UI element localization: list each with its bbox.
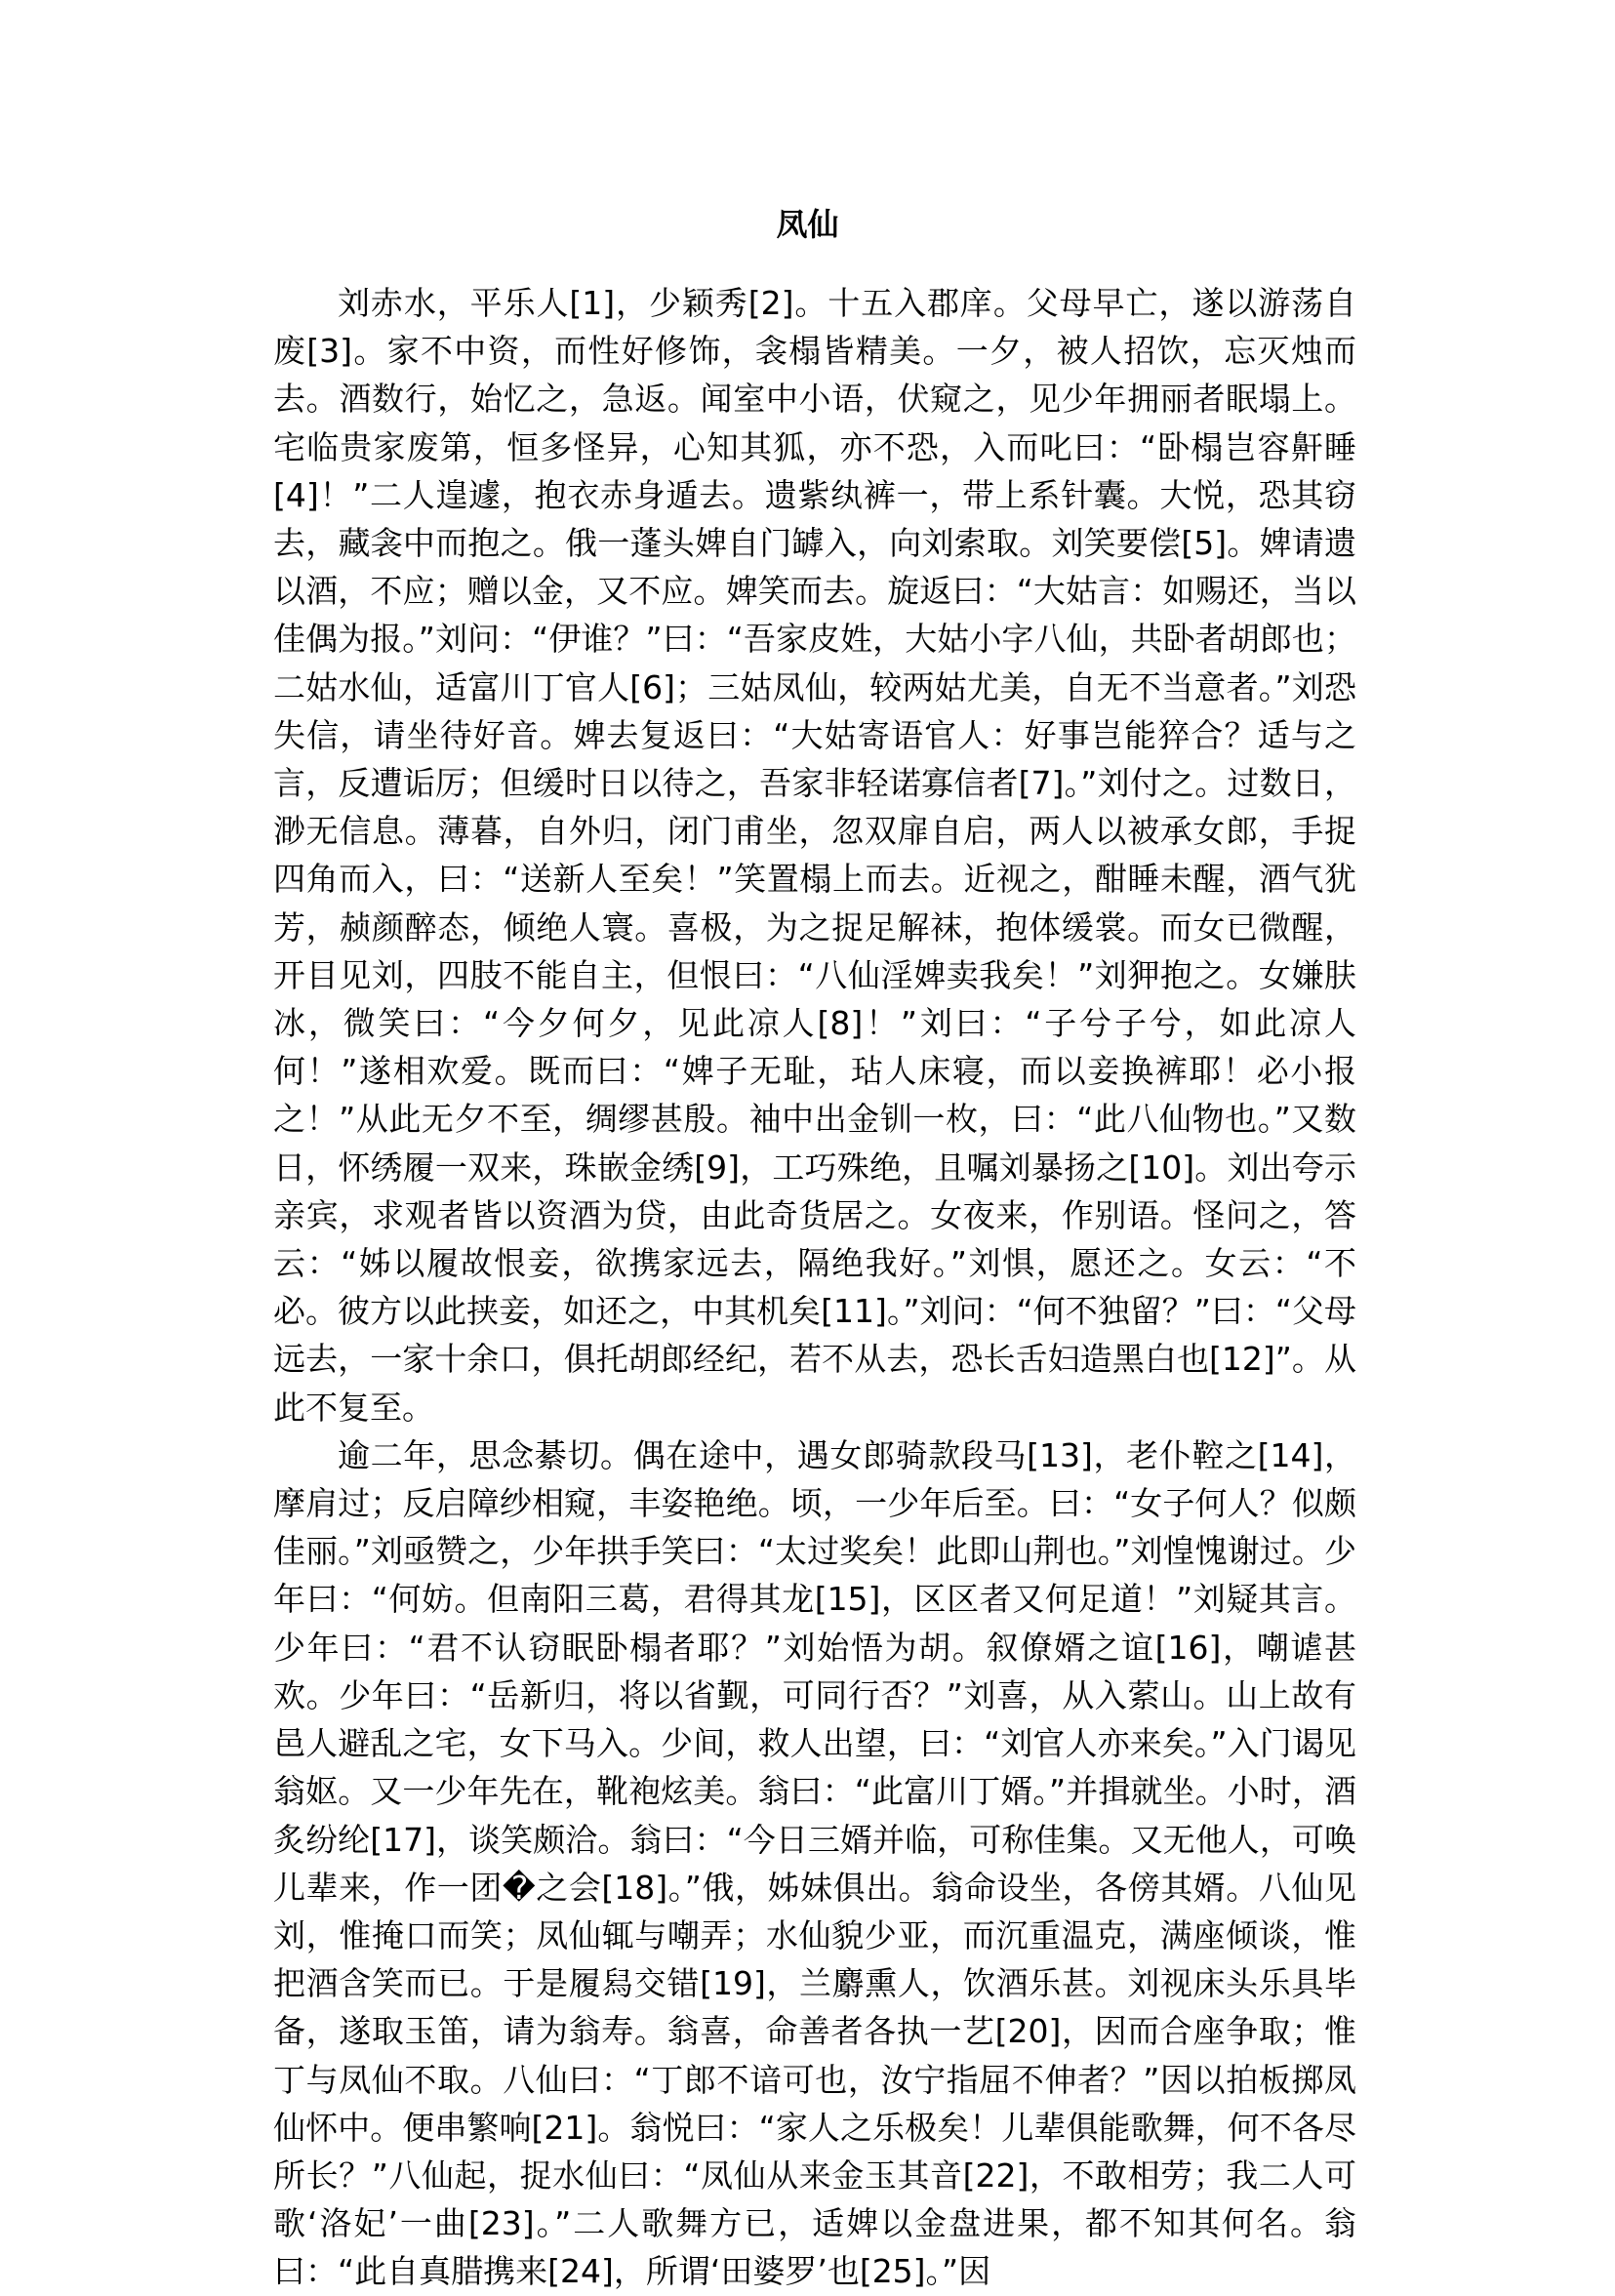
body-text (273, 279, 1356, 2296)
paragraph-1: 刘赤水，平乐人[1]，少颖秀[2]。十五入郡庠。父母早亡，遂以游荡自废[3]。家不中资，而性好修饰，衾榻皆精美。一夕，被人招饮，忘灭烛而去。酒数行，始忆之，急返。闻室中小语，伏窥之，见少年拥丽者眠塌上。宅临贵家废第，恒多怪异，心知其狐，亦不恐，入而叱曰：“卧榻岂容鼾睡[4]！”二人遑遽，抱衣赤身遁去。遗紫纨裤一，带上系针囊。大悦，恐其窃去，藏衾中而抱之。俄一蓬头婢自门罅入，向刘索取。刘笑要偿[5]。婢请遗以酒，不应；赠以金，又不应。婢笑而去。旋返曰：“大姑言：如赐还，当以佳偶为报。”刘问：“伊谁？”曰：“吾家皮姓，大姑小字八仙，共卧者胡郎也；二姑水仙，适富川丁官人[6]；三姑凤仙，较两姑尤美，自无不当意者。”刘恐失信，请坐待好音。婢去复返曰：“大姑寄语官人：好事岂能猝合？适与之言，反遭诟厉；但缓时日以待之，吾家非轻诺寡信者[7]。”刘付之。过数日，渺无信息。薄暮，自外归，闭门甫坐，忽双扉自启，两人以被承女郎，手捉四角而入，曰：“送新人至矣！”笑置榻上而去。近视之，酣睡未醒，酒气犹芳，赪颜醉态，倾绝人寰。喜极，为之捉足解袜，抱体缓裳。而女已微醒，开目见刘，四肢不能自主，但恨曰：“八仙淫婢卖我矣！”刘狎抱之。女嫌肤冰，微笑曰：“今夕何夕，见此凉人[8]！”刘曰：“子兮子兮，如此凉人何！”遂相欢爱。既而曰：“婢子无耻，玷人床寝，而以妾换裤耶！必小报之！”从此无夕不至，绸缪甚殷。袖中出金钏一枚，曰：“此八仙物也。”又数日，怀绣履一双来，珠嵌金绣[9]，工巧殊绝，且嘱刘暴扬之[10]。刘出夸示亲宾，求观者皆以资酒为贷，由此奇货居之。女夜来，作别语。怪问之，答云：“姊以履故恨妾，欲携家远去，隔绝我好。”刘惧，愿还之。女云：“不必。彼方以此挟妾，如还之，中其机矣[11]。”刘问：“何不独留？”曰：“父母远去，一家十余口，俱托胡郎经纪，若不从去，恐长舌妇造黑白也[12]”。从此不复至。 (273, 284, 1356, 1427)
page-title: 凤仙 (776, 206, 839, 243)
paragraph-2: 逾二年，思念綦切。偶在途中，遇女郎骑款段马[13]，老仆鞚之[14]，摩肩过；反启障纱相窥，丰姿艳绝。顷，一少年后至。曰：“女子何人？似颇佳丽。”刘亟赞之，少年拱手笑曰：“太过奖矣！此即山荆也。”刘惶愧谢过。少年曰：“何妨。但南阳三葛，君得其龙[15]，区区者又何足道！”刘疑其言。少年曰：“君不认窃眠卧榻者耶？”刘始悟为胡。叙僚婿之谊[16]，嘲谑甚欢。少年曰：“岳新归，将以省觐，可同行否？”刘喜，从入萦山。山上故有邑人避乱之宅，女下马入。少间，救人出望，曰：“刘官人亦来矣。”入门谒见翁妪。又一少年先在，靴袍炫美。翁曰：“此富川丁婿。”并揖就坐。小时，酒炙纷纶[17]，谈笑颇洽。翁曰：“今日三婿并临，可称佳集。又无他人，可唤儿辈来，作一团�之会[18]。”俄，姊妹俱出。翁命设坐，各傍其婿。八仙见刘，惟掩口而笑；凤仙辄与嘲弄；水仙貌少亚，而沉重温克，满座倾谈，惟把酒含笑而已。于是履舄交错[19]，兰麝熏人，饮酒乐甚。刘视床头乐具毕备，遂取玉笛，请为翁寿。翁喜，命善者各执一艺[20]，因而合座争取；惟丁与凤仙不取。八仙曰：“丁郎不谙可也，汝宁指屈不伸者？”因以拍板掷凤仙怀中。便串繁响[21]。翁悦曰：“家人之乐极矣！儿辈俱能歌舞，何不各尽所长？”八仙起，捉水仙曰：“凤仙从来金玉其音[22]，不敢相劳；我二人可歌‘洛妃’一曲[23]。”二人歌舞方已，适婢以金盘进果，都不知其何名。翁曰：“此自真腊携来[24]，所谓‘田婆罗’也[25]。”因 (273, 1435, 1356, 2291)
